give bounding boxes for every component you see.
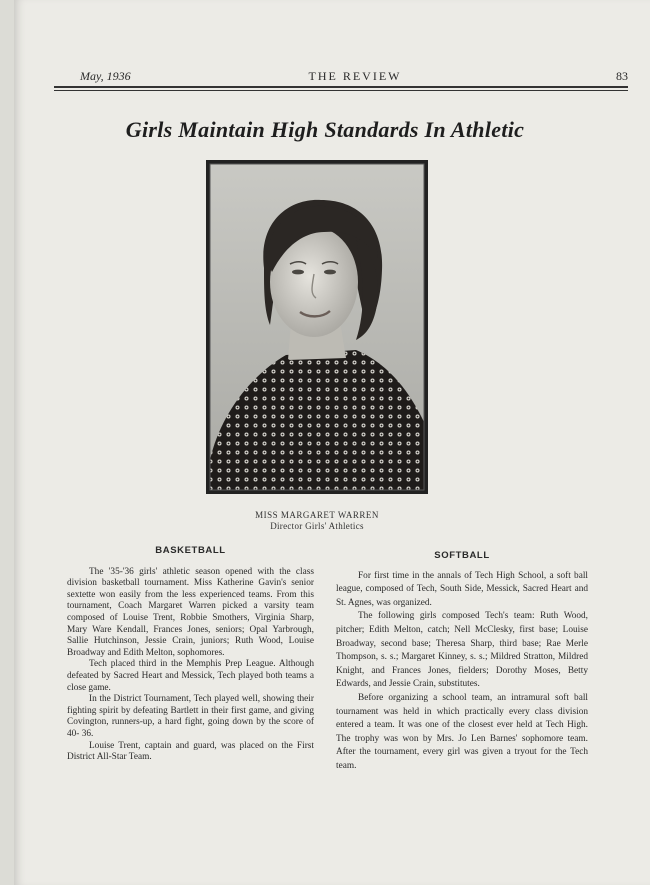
- basketball-column: [67, 545, 314, 764]
- softball-paragraph: Before organizing a school team, an intramural soft ball tournament was held in which practically every class division entered a team. It was one of the closest ever held at Tech High. The trophy was won by Mrs. Jo Len Barnes' sophomore team. After the tournament, every girl was given a tryout for the Tech team.: [336, 692, 588, 771]
- portrait-photo: [206, 160, 428, 494]
- basketball-paragraph: In the District Tournament, Tech played well, showing their fighting spirit by defeating Bartlett in their first game, and giving Covington, runners-up, a hard fight, going down by the score of 40- 36.: [67, 694, 314, 739]
- basketball-heading: BASKETBALL: [155, 545, 226, 556]
- basketball-paragraph: Tech placed third in the Memphis Prep League. Although defeated by Sacred Heart and Messick, Tech played both teams a close game.: [67, 659, 314, 693]
- article-headline: Girls Maintain High Standards In Athletic: [125, 117, 525, 142]
- softball-paragraph: The following girls composed Tech's team: Ruth Wood, pitcher; Edith Melton, catch; Nell McClesky, first base; Louise Broadway, second base; Theresa Sharp, third base; Rae Merle Thompson, s. s.; Margaret Kinney, s. s.; Mildred Stratton, Mildred Knight, and Frances Jones, fielders; Dorothy Moses, Betty Edwards, and Jessie Crain, substitutes.: [336, 611, 588, 690]
- header-rule-thin: [54, 90, 628, 91]
- softball-paragraph: For first time in the annals of Tech High School, a soft ball league, composed of Tech, South Side, Messick, Sacred Heart and St. Agnes, was organized.: [336, 570, 588, 608]
- basketball-paragraph: Louise Trent, captain and guard, was placed on the First District All-Star Team.: [67, 740, 314, 763]
- photo-caption-role: Director Girls' Athletics: [270, 521, 364, 531]
- header-rule-thick: [54, 86, 628, 88]
- softball-column: [336, 545, 588, 774]
- photo-caption-name: MISS MARGARET WARREN: [255, 510, 379, 520]
- page-number: 83: [616, 69, 628, 83]
- issue-date: May, 1936: [80, 69, 131, 83]
- portrait-image: [206, 160, 428, 494]
- basketball-paragraph: The '35-'36 girls' athletic season opened with the class division basketball tournament. Miss Katherine Gavin's senior sextette won easily from the less experienced teams. From this tournament, Coach Margaret Warren picked a varsity team composed of Louise Trent, Robbie Smothers, Virginia Sharp, Mary Ware Kendall, Frances Jones, seniors; Opal Yarbrough, Sallie Hutchinson, Jessie Crain, juniors; Ruth Wood, Louise Broadway and Edith Melton, sophomores.: [67, 566, 314, 658]
- softball-heading: SOFTBALL: [434, 550, 490, 561]
- publication-title: THE REVIEW: [308, 69, 402, 83]
